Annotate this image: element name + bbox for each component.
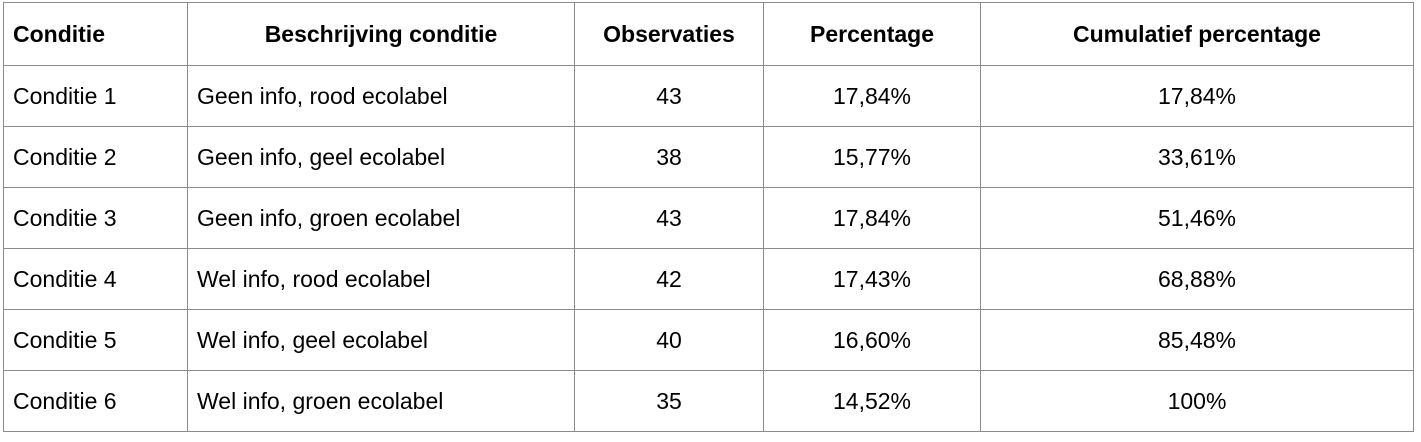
table-row xyxy=(4,66,1414,127)
cell-cumulatief: 33,61% xyxy=(981,127,1414,188)
cell-conditie: Conditie 5 xyxy=(4,310,188,371)
header-percentage: Percentage xyxy=(764,3,981,66)
cell-cumulatief: 17,84% xyxy=(981,66,1414,127)
cell-conditie: Conditie 4 xyxy=(4,249,188,310)
cell-cumulatief: 100% xyxy=(981,371,1414,432)
cell-beschrijving: Geen info, rood ecolabel xyxy=(188,66,575,127)
table-header-row xyxy=(4,3,1414,66)
cell-beschrijving: Wel info, geel ecolabel xyxy=(188,310,575,371)
cell-percentage: 17,84% xyxy=(764,66,981,127)
cell-conditie: Conditie 6 xyxy=(4,371,188,432)
header-beschrijving: Beschrijving conditie xyxy=(188,3,575,66)
cell-observaties: 38 xyxy=(575,127,764,188)
cell-cumulatief: 85,48% xyxy=(981,310,1414,371)
cell-observaties: 43 xyxy=(575,66,764,127)
cell-percentage: 15,77% xyxy=(764,127,981,188)
cell-observaties: 43 xyxy=(575,188,764,249)
cell-conditie: Conditie 3 xyxy=(4,188,188,249)
cell-conditie: Conditie 2 xyxy=(4,127,188,188)
cell-beschrijving: Geen info, geel ecolabel xyxy=(188,127,575,188)
conditions-table xyxy=(3,2,1414,432)
header-conditie: Conditie xyxy=(4,3,188,66)
cell-percentage: 16,60% xyxy=(764,310,981,371)
cell-observaties: 40 xyxy=(575,310,764,371)
table-row xyxy=(4,127,1414,188)
table-row xyxy=(4,249,1414,310)
cell-percentage: 14,52% xyxy=(764,371,981,432)
cell-percentage: 17,84% xyxy=(764,188,981,249)
table-row xyxy=(4,371,1414,432)
cell-cumulatief: 51,46% xyxy=(981,188,1414,249)
cell-cumulatief: 68,88% xyxy=(981,249,1414,310)
header-observaties: Observaties xyxy=(575,3,764,66)
table-row xyxy=(4,188,1414,249)
cell-observaties: 35 xyxy=(575,371,764,432)
cell-beschrijving: Wel info, groen ecolabel xyxy=(188,371,575,432)
cell-conditie: Conditie 1 xyxy=(4,66,188,127)
table-row xyxy=(4,310,1414,371)
header-cumulatief: Cumulatief percentage xyxy=(981,3,1414,66)
cell-beschrijving: Geen info, groen ecolabel xyxy=(188,188,575,249)
cell-observaties: 42 xyxy=(575,249,764,310)
cell-percentage: 17,43% xyxy=(764,249,981,310)
cell-beschrijving: Wel info, rood ecolabel xyxy=(188,249,575,310)
